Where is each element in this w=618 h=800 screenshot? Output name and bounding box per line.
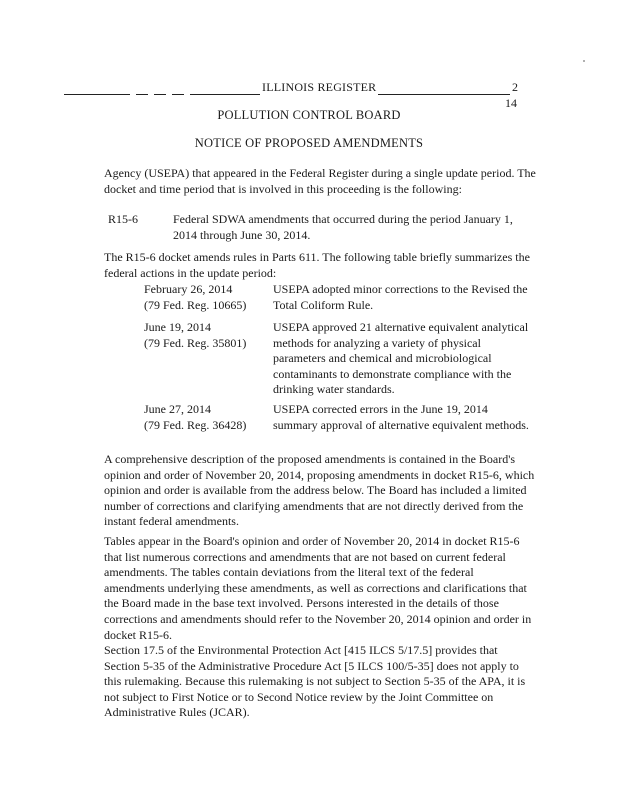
docket-description: Federal SDWA amendments that occurred during the period January 1, 2014 through June 30, 2014. <box>173 212 513 242</box>
page-number-b: 14 <box>505 96 517 110</box>
action-citation: (79 Fed. Reg. 35801) <box>144 335 247 350</box>
docket-id: R15-6 <box>108 212 138 226</box>
table-intro-paragraph: The R15-6 docket amends rules in Parts 611. The following table briefly summarizes the federal actions in the update period: <box>104 250 530 280</box>
action-date: June 27, 2014 <box>144 402 211 416</box>
action-date-cell <box>144 320 274 351</box>
register-title: ILLINOIS REGISTER <box>262 80 377 94</box>
action-description: USEPA adopted minor corrections to the Revised the Total Coliform Rule. <box>273 282 528 312</box>
action-citation: (79 Fed. Reg. 10665) <box>144 297 247 312</box>
body-paragraph: A comprehensive description of the proposed amendments is contained in the Board's opinion and order of November 20, 2014, proposing amendments in docket R15-6, which opinion and order is available from the address below. The Board has included a limited number of corrections and clarifying amendments that are not directly derived from the instant federal amendments. <box>104 452 535 529</box>
page-number-a: 2 <box>512 80 518 94</box>
agency-title: POLLUTION CONTROL BOARD <box>217 108 401 122</box>
register-header <box>64 80 518 100</box>
action-date-cell <box>144 282 274 313</box>
action-description: USEPA approved 21 alternative equivalent analytical methods for analyzing a variety of physical parameters and chemical and microbiological contaminants to demonstrate compliance with the drinking water standards. <box>273 320 529 397</box>
action-citation: (79 Fed. Reg. 36428) <box>144 417 247 432</box>
scan-speck <box>583 60 585 62</box>
notice-title: NOTICE OF PROPOSED AMENDMENTS <box>194 136 424 150</box>
intro-paragraph: Agency (USEPA) that appeared in the Federal Register during a single update period. The docket and time period that is involved in this proceeding is the following: <box>104 166 536 196</box>
action-date: June 19, 2014 <box>144 320 211 334</box>
action-date-cell <box>144 402 274 433</box>
body-paragraph: Section 17.5 of the Environmental Protection Act [415 ILCS 5/17.5] provides that Section 5-35 of the Administrative Procedure Act [5 ILCS 100/5-35] does not apply to this rulemaking. Because this rulemaking is not subject to Section 5-35 of the APA, it is not subject to First Notice or to Second Notice review by the Joint Committee on Administrative Rules (JCAR). <box>104 643 526 720</box>
action-date: February 26, 2014 <box>144 282 233 296</box>
action-description: USEPA corrected errors in the June 19, 2014 summary approval of alternative equivalent methods. <box>273 402 529 432</box>
body-paragraph: Tables appear in the Board's opinion and order of November 20, 2014 in docket R15-6 that list numerous corrections and amendments that are not based on current federal amendments. The tables contain deviations from the literal text of the federal amendments underlying these amendments, as well as corrections and clarifications that the Board made in the base text involved. Persons interested in the details of those corrections and amendments should refer to the November 20, 2014 opinion and order in docket R15-6. <box>104 534 532 642</box>
